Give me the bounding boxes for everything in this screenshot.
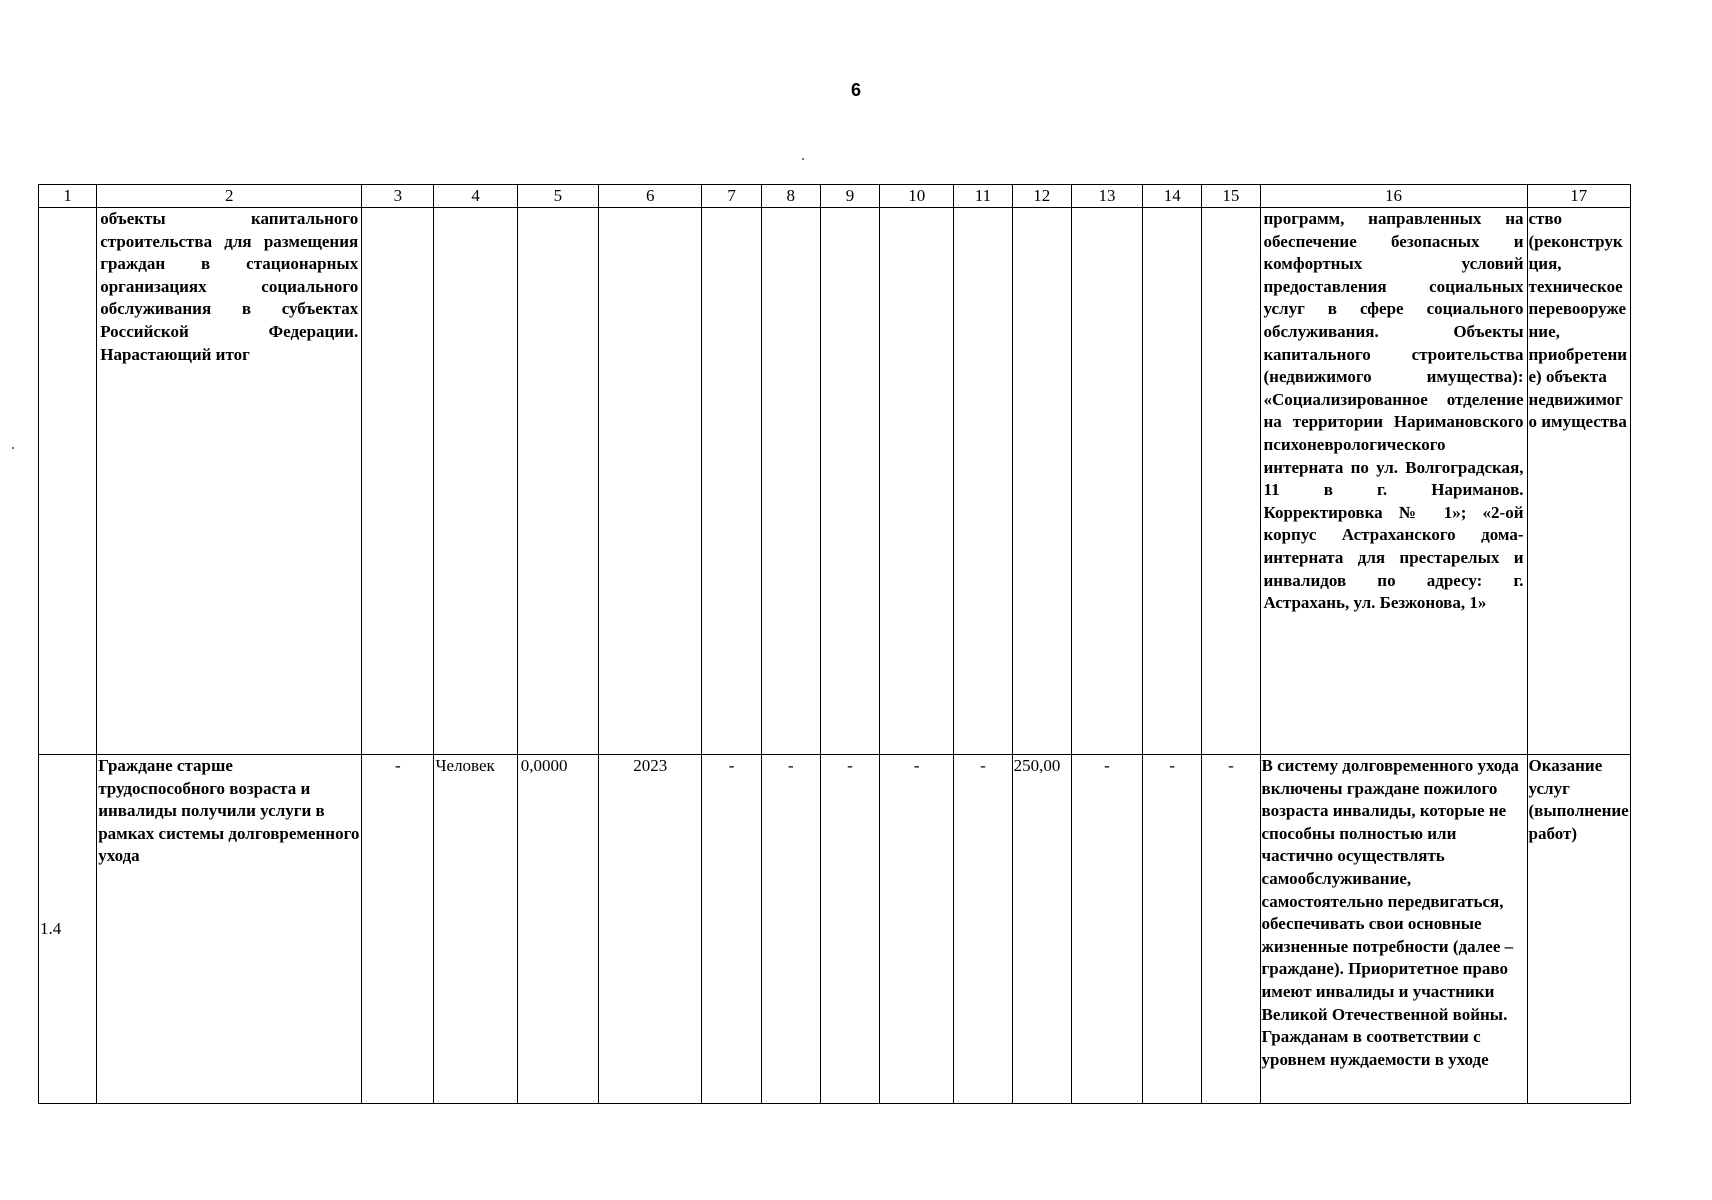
cell-base-value: - bbox=[362, 755, 434, 1104]
table-row-1-4 bbox=[39, 755, 1631, 1104]
cell-dash: - bbox=[1202, 755, 1260, 1104]
cell-empty bbox=[1202, 208, 1260, 755]
column-header-9: 9 bbox=[820, 185, 879, 208]
column-header-6: 6 bbox=[599, 185, 702, 208]
column-header-3: 3 bbox=[362, 185, 434, 208]
cell-result-type: ство (реконструкция, техническое перевооружение, приобретение) объекта недвижимого имущества bbox=[1527, 208, 1630, 755]
column-header-1: 1 bbox=[39, 185, 97, 208]
scan-speck bbox=[12, 447, 14, 449]
cell-empty bbox=[954, 208, 1012, 755]
cell-dash: - bbox=[702, 755, 761, 1104]
cell-empty bbox=[434, 208, 517, 755]
cell-dash: - bbox=[954, 755, 1012, 1104]
cell-description: программ, направленных на обеспечение безопасных и комфортных условий предоставления социальных услуг в сфере социального обслуживания. Объекты капитального строительства (недвижимого имущества): «Социализированное отделение на территории Наримановского психоневрологического интерната по ул. Волгоградская, 11 в г. Нариманов. Корректировка № 1»; «2-ой корпус Астраханского дома-интерната для престарелых и инвалидов по адресу: г. Астрахань, ул. Безжонова, 1» bbox=[1260, 208, 1527, 755]
cell-empty bbox=[702, 208, 761, 755]
indicator-table bbox=[38, 184, 1631, 1104]
cell-empty bbox=[880, 208, 954, 755]
column-header-12: 12 bbox=[1012, 185, 1071, 208]
column-header-11: 11 bbox=[954, 185, 1012, 208]
cell-empty bbox=[362, 208, 434, 755]
cell-unit: Человек bbox=[434, 755, 517, 1104]
cell-dash: - bbox=[761, 755, 820, 1104]
cell-value: 0,0000 bbox=[517, 755, 598, 1104]
column-header-17: 17 bbox=[1527, 185, 1630, 208]
column-header-16: 16 bbox=[1260, 185, 1527, 208]
cell-empty bbox=[820, 208, 879, 755]
cell-dash: - bbox=[880, 755, 954, 1104]
column-header-2: 2 bbox=[97, 185, 362, 208]
cell-empty bbox=[761, 208, 820, 755]
cell-empty bbox=[1012, 208, 1071, 755]
column-number-row bbox=[39, 185, 1631, 208]
column-header-4: 4 bbox=[434, 185, 517, 208]
cell-index: 1.4 bbox=[39, 755, 97, 1104]
cell-dash: - bbox=[1071, 755, 1142, 1104]
page-number: 6 bbox=[850, 80, 861, 100]
cell-year: 2023 bbox=[599, 755, 702, 1104]
column-header-14: 14 bbox=[1143, 185, 1202, 208]
cell-description: В систему долговременного ухода включены граждане пожилого возраста инвалиды, которые не способны полностью или частично осуществлять самообслуживание, самостоятельно передвигаться, обеспечивать свои основные жизненные потребности (далее – граждане). Приоритетное право имеют инвалиды и участники Великой Отечественной войны. Гражданам в соответствии с уровнем нуждаемости в уходе bbox=[1260, 755, 1527, 1104]
cell-empty bbox=[517, 208, 598, 755]
cell-indicator-name: Граждане старше трудоспособного возраста и инвалиды получили услуги в рамках системы долговременного ухода bbox=[97, 755, 362, 1104]
table-row-continued bbox=[39, 208, 1631, 755]
cell-target-value: 250,00 bbox=[1012, 755, 1071, 1104]
cell-empty bbox=[1071, 208, 1142, 755]
column-header-13: 13 bbox=[1071, 185, 1142, 208]
cell-index bbox=[39, 208, 97, 755]
column-header-15: 15 bbox=[1202, 185, 1260, 208]
column-header-7: 7 bbox=[702, 185, 761, 208]
cell-dash: - bbox=[1143, 755, 1202, 1104]
cell-empty bbox=[1143, 208, 1202, 755]
column-header-5: 5 bbox=[517, 185, 598, 208]
cell-result-type: Оказание услуг (выполнение работ) bbox=[1527, 755, 1630, 1104]
column-header-8: 8 bbox=[761, 185, 820, 208]
cell-indicator-name: объекты капитального строительства для размещения граждан в стационарных организациях социального обслуживания в субъектах Российской Федерации. Нарастающий итог bbox=[97, 208, 362, 755]
column-header-10: 10 bbox=[880, 185, 954, 208]
cell-dash: - bbox=[820, 755, 879, 1104]
scan-speck bbox=[802, 158, 804, 160]
cell-empty bbox=[599, 208, 702, 755]
